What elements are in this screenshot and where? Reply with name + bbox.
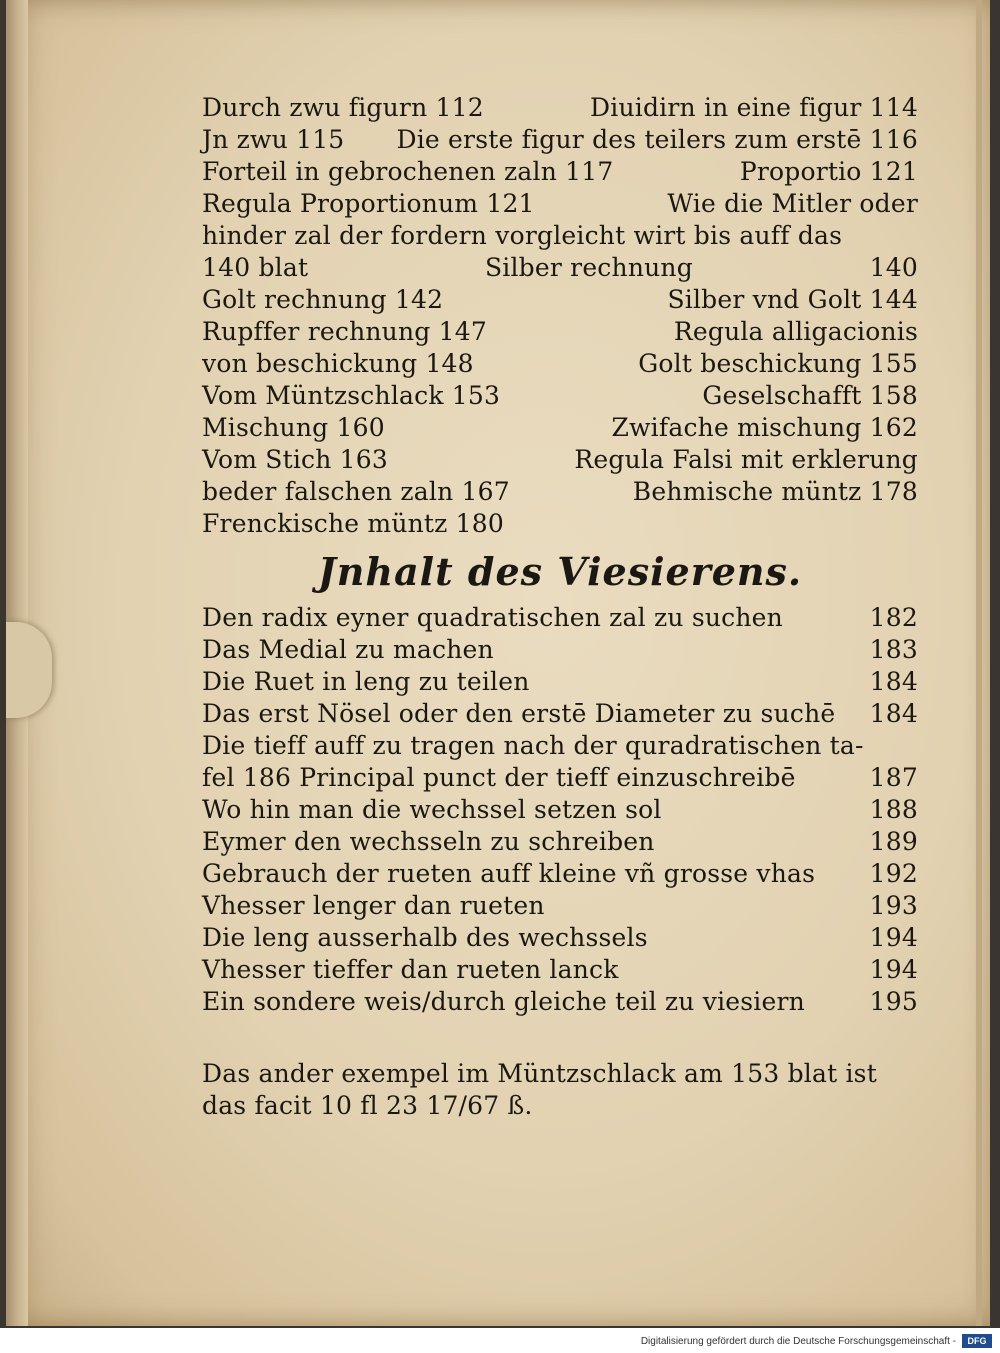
- toc-row: [202, 444, 918, 476]
- toc-entry: Geselschafft 158: [702, 381, 918, 410]
- viesier-row: [202, 634, 918, 666]
- toc-row: [202, 508, 918, 540]
- toc-row: [202, 380, 918, 412]
- toc-entry: Die erste figur des teilers zum erstē 116: [396, 125, 918, 154]
- page-number: 184: [869, 699, 918, 728]
- page-number: 192: [869, 859, 918, 888]
- page-number: 188: [869, 795, 918, 824]
- viesier-row: [202, 666, 918, 698]
- toc-entry: Golt beschickung 155: [638, 349, 918, 378]
- page-number: 184: [869, 667, 918, 696]
- toc-entry: Regula Falsi mit erklerung: [574, 445, 918, 474]
- toc-entry: Behmische müntz 178: [632, 477, 918, 506]
- note-text: Das ander exempel im Müntzschlack am 153 blat ist: [202, 1059, 877, 1088]
- page-number: 183: [869, 635, 918, 664]
- toc-entry: Golt rechnung 142: [202, 285, 444, 314]
- viesier-entry: Ein sondere weis/durch gleiche teil zu viesiern: [202, 987, 805, 1016]
- dfg-logo-icon: DFG: [962, 1334, 992, 1348]
- toc-entry: Silber vnd Golt 144: [667, 285, 918, 314]
- toc-entry: Jn zwu 115: [202, 125, 345, 154]
- toc-entry: beder falschen zaln 167: [202, 477, 510, 506]
- toc-list: [202, 92, 918, 540]
- viesier-row: [202, 986, 918, 1018]
- toc-row: [202, 348, 918, 380]
- viesier-row: [202, 730, 918, 762]
- viesier-entry: fel 186 Principal punct der tieff einzuschreibē: [202, 763, 796, 792]
- viesier-list: [202, 602, 918, 1018]
- toc-entry: Rupffer rechnung 147: [202, 317, 487, 346]
- toc-entry: Vom Müntzschlack 153: [202, 381, 501, 410]
- viesier-row: [202, 698, 918, 730]
- toc-row: [202, 316, 918, 348]
- viesier-row: [202, 826, 918, 858]
- toc-row: [202, 92, 918, 124]
- errata-note: [202, 1058, 918, 1122]
- toc-entry: 140 blat: [202, 253, 309, 282]
- page-number: 193: [869, 891, 918, 920]
- toc-entry: von beschickung 148: [202, 349, 474, 378]
- toc-row: [202, 156, 918, 188]
- toc-entry: hinder zal der fordern vorgleicht wirt bis auff das: [202, 221, 843, 250]
- toc-row: [202, 220, 918, 252]
- viesier-entry: Die tieff auff zu tragen nach der quradratischen ta-: [202, 731, 864, 760]
- viesier-row: [202, 858, 918, 890]
- viesier-entry: Vhesser lenger dan rueten: [202, 891, 545, 920]
- page-number: 195: [869, 987, 918, 1016]
- section-heading: Jnhalt des Viesierens.: [317, 549, 803, 594]
- toc-entry: 140: [869, 253, 918, 282]
- toc-row: [202, 252, 918, 284]
- digitization-footer: [0, 1328, 1000, 1353]
- toc-entry: Regula alligacionis: [673, 317, 918, 346]
- toc-row: [202, 412, 918, 444]
- viesier-row: [202, 954, 918, 986]
- viesier-entry: Wo hin man die wechssel setzen sol: [202, 795, 662, 824]
- viesier-row: [202, 762, 918, 794]
- toc-row: [202, 284, 918, 316]
- toc-entry: Silber rechnung: [484, 253, 693, 282]
- viesier-row: [202, 602, 918, 634]
- viesier-entry: Die leng ausserhalb des wechssels: [202, 923, 648, 952]
- toc-entry: Proportio 121: [739, 157, 918, 186]
- page-text: [202, 92, 918, 1122]
- paper-page: [6, 0, 990, 1326]
- viesier-entry: Vhesser tieffer dan rueten lanck: [202, 955, 619, 984]
- page-number: 194: [869, 955, 918, 984]
- toc-entry: Zwifache mischung 162: [611, 413, 918, 442]
- toc-entry: Frenckische müntz 180: [202, 509, 505, 538]
- toc-row: [202, 188, 918, 220]
- note-text: das facit 10 fl 23 17/67 ß.: [202, 1091, 533, 1120]
- viesier-entry: Das Medial zu machen: [202, 635, 494, 664]
- viesier-row: [202, 922, 918, 954]
- viesier-row: [202, 794, 918, 826]
- note-line: [202, 1090, 918, 1122]
- toc-entry: Vom Stich 163: [202, 445, 388, 474]
- toc-entry: Mischung 160: [202, 413, 385, 442]
- toc-entry: Diuidirn in eine figur 114: [590, 93, 918, 122]
- paper-tab: [6, 622, 52, 718]
- page-number: 194: [869, 923, 918, 952]
- toc-entry: Wie die Mitler oder: [667, 189, 918, 218]
- page-edge-right: [976, 0, 982, 1326]
- viesier-entry: Die Ruet in leng zu teilen: [202, 667, 530, 696]
- footer-credit: Digitalisierung gefördert durch die Deutsche Forschungsgemeinschaft -: [640, 1336, 956, 1347]
- viesier-entry: Eymer den wechsseln zu schreiben: [202, 827, 655, 856]
- viesier-row: [202, 890, 918, 922]
- toc-row: [202, 124, 918, 156]
- toc-entry: Forteil in gebrochenen zaln 117: [202, 157, 614, 186]
- note-line: [202, 1058, 918, 1090]
- viesier-entry: Das erst Nösel oder den erstē Diameter zu suchē: [202, 699, 836, 728]
- page-number: 182: [869, 603, 918, 632]
- page-number: 187: [869, 763, 918, 792]
- toc-entry: Regula Proportionum 121: [202, 189, 535, 218]
- viesier-entry: Den radix eyner quadratischen zal zu suchen: [202, 603, 783, 632]
- page-number: 189: [869, 827, 918, 856]
- toc-row: [202, 476, 918, 508]
- toc-entry: Durch zwu figurn 112: [202, 93, 484, 122]
- viesier-entry: Gebrauch der rueten auff kleine vñ grosse vhas: [202, 859, 816, 888]
